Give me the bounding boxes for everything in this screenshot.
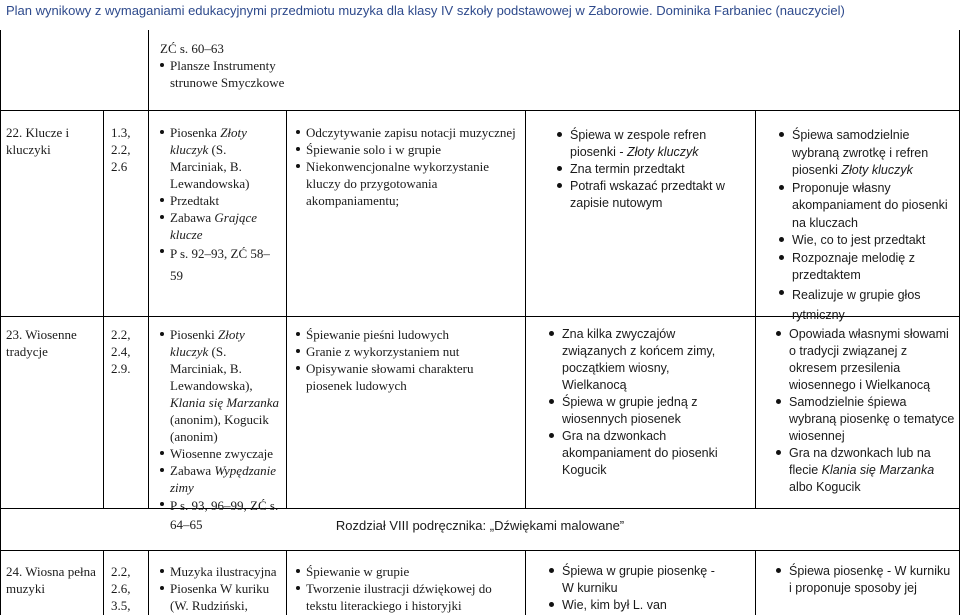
material-item: Piosenka W kuriku (W. Rudziński, xyxy=(160,580,283,614)
document-title: Plan wynikowy z wymaganiami edukacyjnymi przedmiotu muzyka dla klasy IV szkoły podstawowej w Zaborowie. Dominika Farbaniec (nauczyciel) xyxy=(6,3,845,18)
lesson-materials xyxy=(160,124,280,287)
material-item: Wiosenne zwyczaje xyxy=(160,445,283,462)
material-item: P s. 93, 96–99, ZĆ s. 64–65 xyxy=(160,496,283,534)
material-item: Piosenki Złoty kluczyk (S. Marciniak, B. Lewandowska), Klania się Marzanka (anonim), Kogucik (anonim) xyxy=(160,326,283,445)
column-divider xyxy=(148,550,149,615)
column-divider xyxy=(148,30,149,508)
row-divider xyxy=(0,550,960,551)
column-divider xyxy=(286,550,287,615)
curriculum-codes: 2.2, 2.4, 2.9. xyxy=(111,327,131,376)
basic-requirements xyxy=(556,127,726,212)
curriculum-codes: 1.3, 2.2, 2.6 xyxy=(111,125,131,174)
advanced-requirements xyxy=(778,127,954,325)
requirement-item: Gra na dzwonkach akompaniament do piosenki Kogucik xyxy=(548,428,720,479)
requirement-item: Proponuje własny akompaniament do piosenki na kluczach xyxy=(778,180,954,233)
material-item: P s. 92–93, ZĆ 58–59 xyxy=(160,243,280,287)
material-item: Przedtakt xyxy=(160,192,280,209)
basic-requirements xyxy=(548,326,720,479)
lesson-materials xyxy=(160,563,283,614)
lesson-content xyxy=(296,326,521,394)
requirement-item: Wie, kim był L. van xyxy=(548,597,720,614)
column-divider xyxy=(755,550,756,615)
requirement-item: Śpiewa samodzielnie wybraną zwrotkę i refren piosenki Złoty kluczyk xyxy=(778,127,954,180)
lesson-title: 23. Wiosenne tradycje xyxy=(6,327,77,359)
material-item: Plansze Instrumenty strunowe Smyczkowe xyxy=(160,57,290,91)
content-item: Odczytywanie zapisu notacji muzycznej xyxy=(296,124,521,141)
column-divider xyxy=(525,110,526,508)
row-divider xyxy=(0,508,960,509)
column-divider xyxy=(755,110,756,508)
advanced-requirements xyxy=(775,326,955,496)
requirement-item: Zna kilka zwyczajów związanych z końcem zimy, początkiem wiosny, Wielkanocą xyxy=(548,326,720,394)
requirement-item: Śpiewa w zespole refren piosenki - Złoty kluczyk xyxy=(556,127,726,161)
content-item: Opisywanie słowami charakteru piosenek ludowych xyxy=(296,360,521,394)
requirement-item: Samodzielnie śpiewa wybraną piosenkę o tematyce wiosennej xyxy=(775,394,955,445)
requirement-item: Gra na dzwonkach lub na flecie Klania się Marzanka albo Kogucik xyxy=(775,445,955,496)
column-divider xyxy=(103,110,104,508)
previous-row-materials xyxy=(160,40,290,91)
column-divider xyxy=(525,550,526,615)
lesson-content xyxy=(296,563,521,614)
material-line: ZĆ s. 60–63 xyxy=(160,41,224,56)
lesson-content xyxy=(296,124,521,209)
content-item: Granie z wykorzystaniem nut xyxy=(296,343,521,360)
lesson-title: 24. Wiosna pełna muzyki xyxy=(6,564,96,596)
requirement-item: Zna termin przedtakt xyxy=(556,161,726,178)
material-item: Zabawa Wypędzanie zimy xyxy=(160,462,283,496)
requirement-item: Śpiewa w grupie jedną z wiosennych piosenek xyxy=(548,394,720,428)
basic-requirements xyxy=(548,563,720,614)
content-item: Śpiewanie solo i w grupie xyxy=(296,141,521,158)
column-divider xyxy=(103,550,104,615)
advanced-requirements xyxy=(775,563,955,597)
chapter-caption: Rozdział VIII podręcznika: „Dźwiękami malowane” xyxy=(335,518,625,533)
material-item: Muzyka ilustracyjna xyxy=(160,563,283,580)
column-divider xyxy=(286,110,287,508)
lesson-materials xyxy=(160,326,283,534)
material-item: Piosenka Złoty kluczyk (S. Marciniak, B. Lewandowska) xyxy=(160,124,280,192)
content-item: Niekonwencjonalne wykorzystanie kluczy do przygotowania akompaniamentu; xyxy=(296,158,521,209)
content-item: Śpiewanie pieśni ludowych xyxy=(296,326,521,343)
requirement-item: Opowiada własnymi słowami o tradycji związanej z okresem przesilenia wiosennego i Wielkanocą xyxy=(775,326,955,394)
requirement-item: Rozpoznaje melodię z przedtaktem xyxy=(778,250,954,285)
requirement-item: Realizuje w grupie głos rytmiczny xyxy=(778,285,954,325)
lesson-title: 22. Klucze i kluczyki xyxy=(6,125,70,157)
content-item: Śpiewanie w grupie xyxy=(296,563,521,580)
content-item: Tworzenie ilustracji dźwiękowej do tekstu literackiego i historyjki xyxy=(296,580,521,614)
row-divider xyxy=(0,110,960,111)
requirement-item: Śpiewa piosenkę - W kurniku i proponuje sposoby jej xyxy=(775,563,955,597)
material-item: Zabawa Grające klucze xyxy=(160,209,280,243)
requirement-item: Potrafi wskazać przedtakt w zapisie nutowym xyxy=(556,178,726,212)
requirement-item: Śpiewa w grupie piosenkę - W kurniku xyxy=(548,563,720,597)
curriculum-codes: 2.2, 2.6, 3.5, xyxy=(111,564,131,613)
table-border-left xyxy=(0,30,1,615)
requirement-item: Wie, co to jest przedtakt xyxy=(778,232,954,250)
